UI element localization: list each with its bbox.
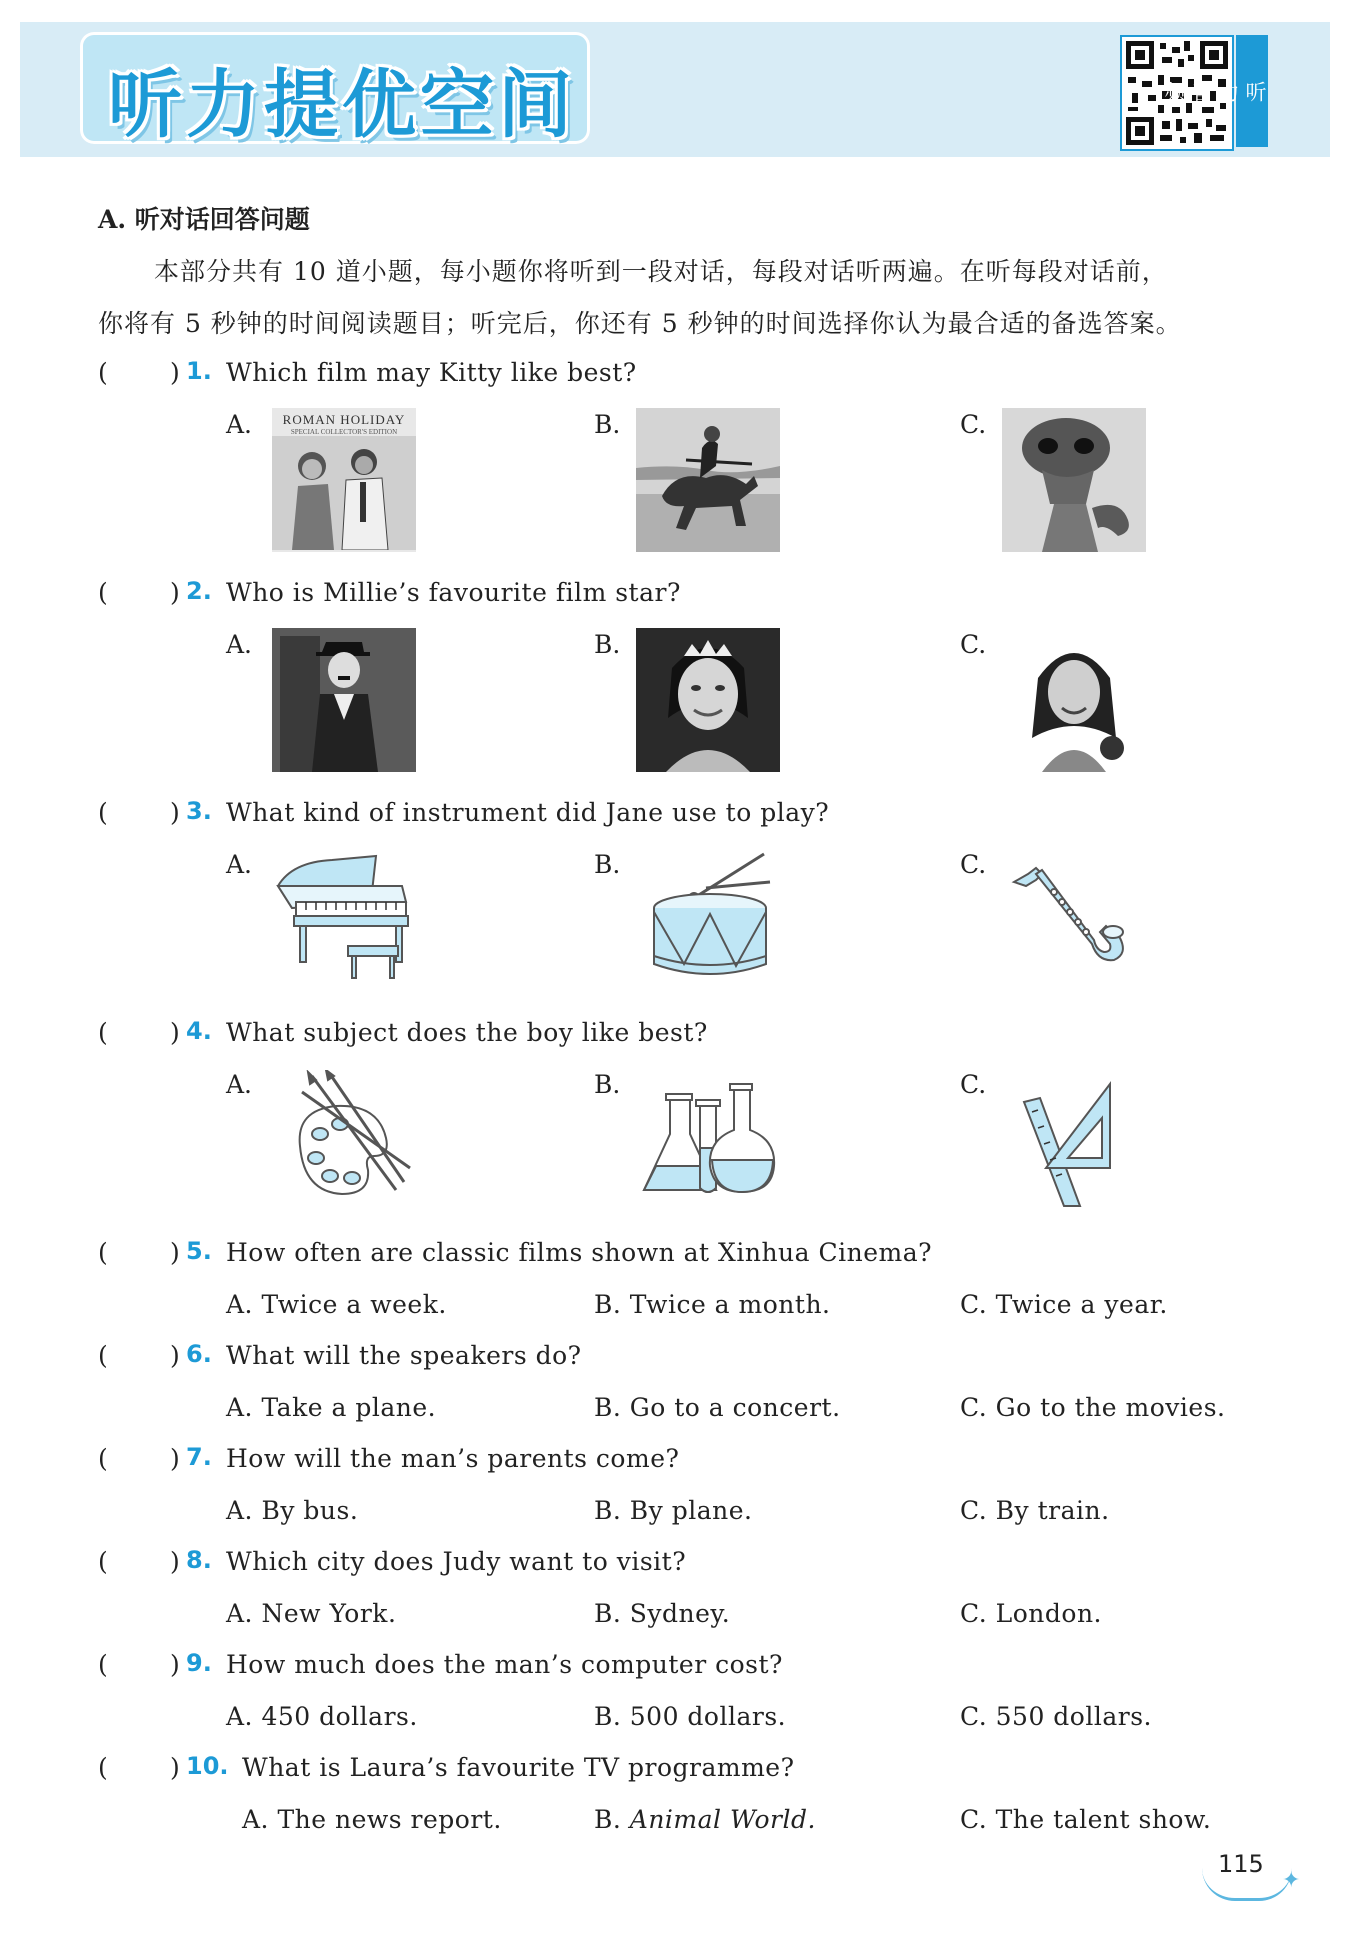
charlie-chaplin-photo-icon[interactable] [272, 628, 416, 772]
rulers-icon[interactable] [1010, 1078, 1130, 1208]
answer-paren-open[interactable]: ( [98, 578, 108, 607]
roman-holiday-poster-icon[interactable] [272, 408, 416, 552]
answer-paren-open[interactable]: ( [98, 1753, 108, 1782]
et-alien-photo-icon[interactable] [1002, 408, 1146, 552]
answer-paren-close: ) [170, 798, 180, 827]
option-b[interactable]: B. Sydney. [594, 1599, 731, 1628]
question-text: What subject does the boy like best? [226, 1018, 708, 1047]
audio-label-char: 听 [1243, 80, 1267, 102]
poster-title: ROMAN HOLIDAY [282, 412, 406, 427]
option-b[interactable]: B. Twice a month. [594, 1290, 831, 1319]
question-text: Which city does Judy want to visit? [226, 1547, 687, 1576]
option-label-c[interactable]: C. [960, 410, 987, 439]
answer-paren-close: ) [170, 1753, 180, 1782]
option-b-letter: B. [594, 1805, 630, 1834]
question-number: 9. [186, 1649, 212, 1677]
question-text: Which film may Kitty like best? [226, 358, 637, 387]
answer-paren-open[interactable]: ( [98, 1650, 108, 1679]
option-c[interactable]: C. The talent show. [960, 1805, 1212, 1834]
question-text: What is Laura’s favourite TV programme? [242, 1753, 795, 1782]
answer-paren-open[interactable]: ( [98, 1444, 108, 1473]
audio-label-char: 频 [1162, 80, 1186, 102]
answer-paren-close: ) [170, 358, 180, 387]
audio-label-char: 音 [1189, 80, 1213, 102]
question-text: How often are classic films shown at Xinhua Cinema? [226, 1238, 933, 1267]
answer-paren-close: ) [170, 1650, 180, 1679]
answer-paren-open[interactable]: ( [98, 798, 108, 827]
question-text: How will the man’s parents come? [226, 1444, 680, 1473]
instructions-line-1: 本部分共有 10 道小题，每小题你将听到一段对话，每段对话听两遍。在听每段对话前， [154, 257, 1168, 286]
poster-subtitle: SPECIAL COLLECTOR'S EDITION [290, 428, 398, 436]
option-c[interactable]: C. 550 dollars. [960, 1702, 1152, 1731]
option-label-a[interactable]: A. [226, 630, 253, 659]
question-number: 7. [186, 1443, 212, 1471]
answer-paren-close: ) [170, 1444, 180, 1473]
question-text: What will the speakers do? [226, 1341, 582, 1370]
audio-label [1162, 35, 1268, 147]
page-title: 听力提优空间 [108, 62, 576, 148]
option-c[interactable]: C. London. [960, 1599, 1102, 1628]
option-b[interactable]: B. Go to a concert. [594, 1393, 841, 1422]
answer-paren-close: ) [170, 1547, 180, 1576]
question-number: 4. [186, 1017, 212, 1045]
option-label-b[interactable]: B. [594, 410, 621, 439]
option-a[interactable]: A. 450 dollars. [226, 1702, 418, 1731]
drum-icon[interactable] [644, 852, 776, 984]
question-number: 6. [186, 1340, 212, 1368]
question-number: 2. [186, 577, 212, 605]
question-text: How much does the man’s computer cost? [226, 1650, 783, 1679]
sparkle-icon: ✦ [1282, 1868, 1301, 1893]
vivien-leigh-photo-icon[interactable] [1002, 628, 1146, 772]
option-a[interactable]: A. The news report. [242, 1805, 502, 1834]
option-label-b[interactable]: B. [594, 1070, 621, 1099]
option-b[interactable] [594, 1805, 816, 1834]
piano-icon[interactable] [272, 852, 420, 984]
question-text: What kind of instrument did Jane use to play? [226, 798, 830, 827]
question-number: 10. [186, 1752, 229, 1780]
section-title: A. 听对话回答问题 [98, 205, 310, 234]
lab-flasks-icon[interactable] [640, 1080, 780, 1200]
answer-paren-open[interactable]: ( [98, 358, 108, 387]
saxophone-icon[interactable] [1006, 852, 1136, 984]
answer-paren-open[interactable]: ( [98, 1018, 108, 1047]
answer-paren-close: ) [170, 1018, 180, 1047]
answer-paren-open[interactable]: ( [98, 1238, 108, 1267]
question-number: 8. [186, 1546, 212, 1574]
answer-paren-close: ) [170, 1341, 180, 1370]
option-label-a[interactable]: A. [226, 1070, 253, 1099]
horse-rider-photo-icon[interactable] [636, 408, 780, 552]
option-label-c[interactable]: C. [960, 1070, 987, 1099]
option-label-a[interactable]: A. [226, 410, 253, 439]
option-label-c[interactable]: C. [960, 630, 987, 659]
option-c[interactable]: C. Twice a year. [960, 1290, 1168, 1319]
option-label-a[interactable]: A. [226, 850, 253, 879]
option-c[interactable]: C. Go to the movies. [960, 1393, 1226, 1422]
option-b[interactable]: B. By plane. [594, 1496, 753, 1525]
question-number: 3. [186, 797, 212, 825]
option-label-b[interactable]: B. [594, 630, 621, 659]
question-text: Who is Millie’s favourite film star? [226, 578, 681, 607]
audrey-hepburn-photo-icon[interactable] [636, 628, 780, 772]
answer-paren-open[interactable]: ( [98, 1547, 108, 1576]
option-b[interactable]: B. 500 dollars. [594, 1702, 787, 1731]
answer-paren-close: ) [170, 578, 180, 607]
option-a[interactable]: A. New York. [226, 1599, 397, 1628]
option-label-c[interactable]: C. [960, 850, 987, 879]
answer-paren-open[interactable]: ( [98, 1341, 108, 1370]
option-a[interactable]: A. Twice a week. [226, 1290, 447, 1319]
option-a[interactable]: A. By bus. [226, 1496, 359, 1525]
answer-paren-close: ) [170, 1238, 180, 1267]
paint-palette-icon[interactable] [286, 1070, 416, 1206]
option-c[interactable]: C. By train. [960, 1496, 1110, 1525]
option-b-italic-title: Animal World. [629, 1805, 816, 1834]
option-a[interactable]: A. Take a plane. [226, 1393, 437, 1422]
question-number: 1. [186, 357, 212, 385]
option-label-b[interactable]: B. [594, 850, 621, 879]
audio-label-char: 力 [1216, 80, 1240, 102]
question-number: 5. [186, 1237, 212, 1265]
instructions-line-2: 你将有 5 秒钟的时间阅读题目；听完后，你还有 5 秒钟的时间选择你认为最合适的备选答案。 [98, 309, 1182, 338]
page-number: 115 [1218, 1850, 1264, 1878]
